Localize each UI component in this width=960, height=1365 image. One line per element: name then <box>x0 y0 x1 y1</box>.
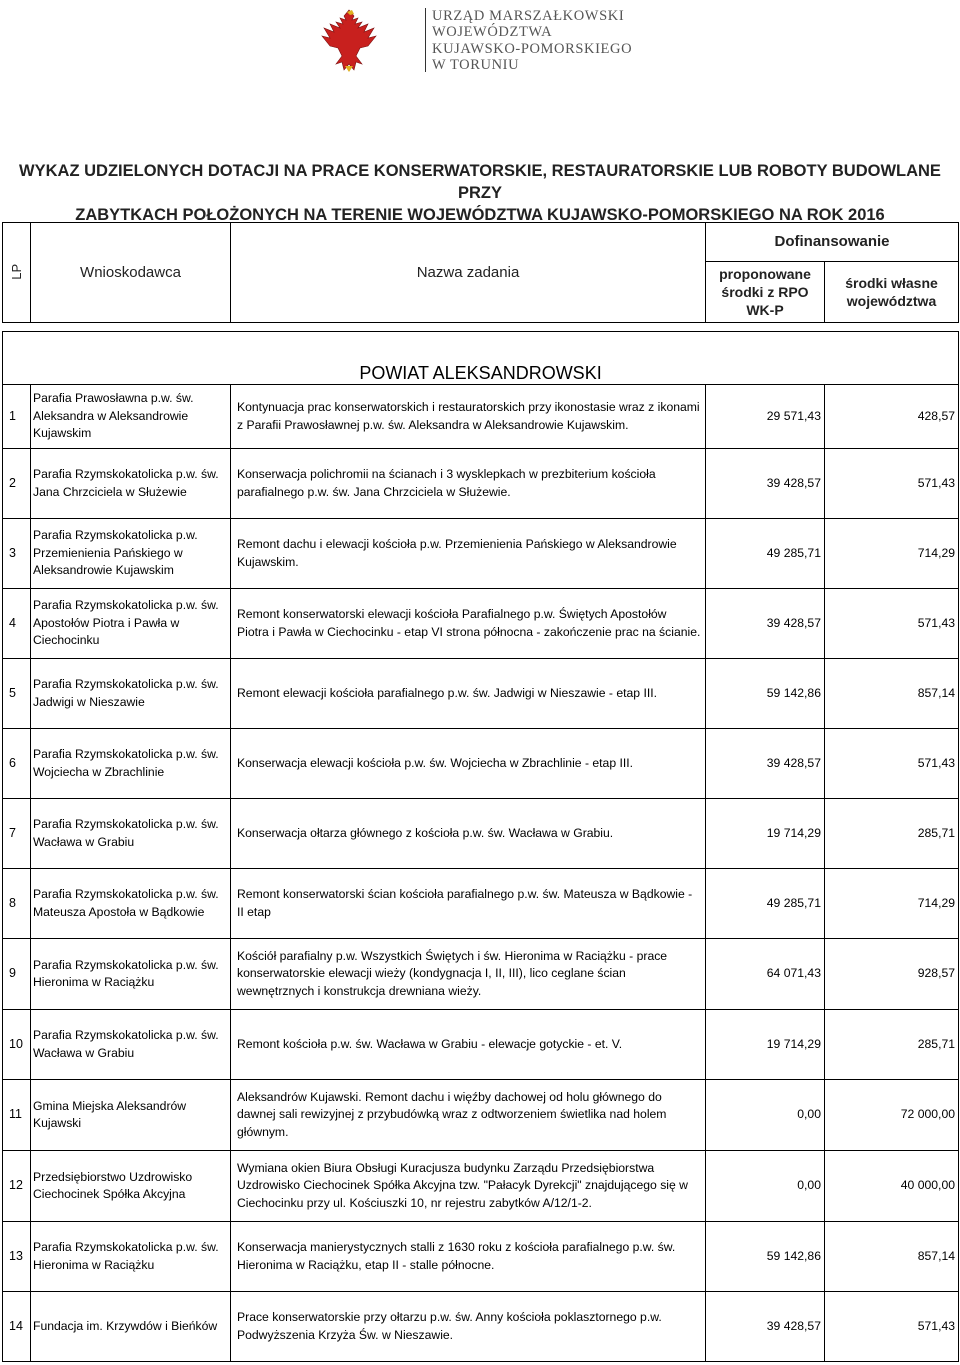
section-title: POWIAT ALEKSANDROWSKI <box>3 332 959 385</box>
table-row <box>3 519 959 589</box>
row-own-amount: 285,71 <box>825 799 959 869</box>
office-line: KUJAWSKO-POMORSKIEGO <box>432 40 633 57</box>
row-task: Kościół parafialny p.w. Wszystkich Świętych i św. Hieronima w Raciążku - prace konserwatorskie elewacji wieży (kondygnacja I, II, III), lico ceglane ścian wewnętrznych i konstrukcja drewniana wieży. <box>231 939 706 1010</box>
table-row <box>3 1010 959 1080</box>
table-body <box>3 385 959 1362</box>
row-lp: 9 <box>3 939 31 1010</box>
row-task: Remont dachu i elewacji kościoła p.w. Przemienienia Pańskiego w Aleksandrowie Kujawskim. <box>231 519 706 589</box>
row-task: Remont konserwatorski elewacji kościoła Parafialnego p.w. Świętych Apostołów Piotra i Pawła w Ciechocinku - etap VI strona północna - zakończenie prac na ścianie. <box>231 589 706 659</box>
row-rpo-amount: 49 285,71 <box>706 869 825 939</box>
row-own-amount: 857,14 <box>825 659 959 729</box>
row-rpo-amount: 39 428,57 <box>706 449 825 519</box>
row-applicant: Parafia Rzymskokatolicka p.w. św. Hieronima w Raciążku <box>31 1222 231 1292</box>
row-rpo-amount: 29 571,43 <box>706 385 825 449</box>
table-row <box>3 589 959 659</box>
table-row <box>3 1151 959 1222</box>
row-lp: 8 <box>3 869 31 939</box>
office-line: URZĄD MARSZAŁKOWSKI <box>432 8 625 24</box>
row-task: Remont kościoła p.w. św. Wacława w Grabiu - elewacje gotyckie - et. V. <box>231 1010 706 1080</box>
title-line: ZABYTKACH POŁOŻONYCH NA TERENIE WOJEWÓDZTWA KUJAWSKO-POMORSKIEGO NA ROK 2016 <box>75 206 885 224</box>
row-rpo-amount: 0,00 <box>706 1151 825 1222</box>
row-own-amount: 714,29 <box>825 519 959 589</box>
row-own-amount: 571,43 <box>825 1292 959 1362</box>
header-rpo: proponowane środki z RPO WK-P <box>706 262 825 323</box>
row-rpo-amount: 39 428,57 <box>706 729 825 799</box>
row-own-amount: 714,29 <box>825 869 959 939</box>
row-task: Aleksandrów Kujawski. Remont dachu i więźby dachowej od holu głównego do dawnej sali rewizyjnej z przybudówką wraz z odtworzeniem świetlika nad holem głównym. <box>231 1080 706 1151</box>
row-task: Konserwacja polichromii na ścianach i 3 wysklepkach w prezbiterium kościoła parafialnego p.w. św. Jana Chrzciciela w Służewie. <box>231 449 706 519</box>
row-rpo-amount: 19 714,29 <box>706 799 825 869</box>
office-line: WOJEWÓDZTWA <box>432 24 553 41</box>
row-rpo-amount: 39 428,57 <box>706 589 825 659</box>
row-applicant: Parafia Rzymskokatolicka p.w. św. Jana Chrzciciela w Służewie <box>31 449 231 519</box>
row-lp: 2 <box>3 449 31 519</box>
eagle-emblem-icon <box>318 6 380 76</box>
row-applicant: Parafia Rzymskokatolicka p.w. Przemienienia Pańskiego w Aleksandrowie Kujawskim <box>31 519 231 589</box>
table-row <box>3 1222 959 1292</box>
row-lp: 10 <box>3 1010 31 1080</box>
row-rpo-amount: 39 428,57 <box>706 1292 825 1362</box>
row-rpo-amount: 59 142,86 <box>706 659 825 729</box>
row-lp: 4 <box>3 589 31 659</box>
row-applicant: Fundacja im. Krzywdów i Bieńków <box>31 1292 231 1362</box>
row-applicant: Parafia Rzymskokatolicka p.w. św. Wacława w Grabiu <box>31 1010 231 1080</box>
row-lp: 5 <box>3 659 31 729</box>
table-row <box>3 869 959 939</box>
row-rpo-amount: 64 071,43 <box>706 939 825 1010</box>
header-applicant: Wnioskodawca <box>31 223 231 323</box>
office-name <box>432 8 632 73</box>
row-lp: 11 <box>3 1080 31 1151</box>
row-applicant: Parafia Rzymskokatolicka p.w. św. Wojciecha w Zbrachlinie <box>31 729 231 799</box>
table-row <box>3 799 959 869</box>
row-lp: 6 <box>3 729 31 799</box>
row-task: Kontynuacja prac konserwatorskich i restauratorskich przy ikonostasie wraz z ikonami z Parafii Prawosławnej p.w. św. Aleksandra w Aleksandrowie Kujawskim. <box>231 385 706 449</box>
table-row <box>3 939 959 1010</box>
row-applicant: Przedsiębiorstwo Uzdrowisko Ciechocinek Spółka Akcyjna <box>31 1151 231 1222</box>
row-rpo-amount: 19 714,29 <box>706 1010 825 1080</box>
office-line: W TORUNIU <box>432 56 520 73</box>
row-own-amount: 928,57 <box>825 939 959 1010</box>
table-row <box>3 385 959 449</box>
row-lp: 14 <box>3 1292 31 1362</box>
row-lp: 1 <box>3 385 31 449</box>
row-task: Konserwacja elewacji kościoła p.w. św. Wojciecha w Zbrachlinie - etap III. <box>231 729 706 799</box>
title-line: WYKAZ UDZIELONYCH DOTACJI NA PRACE KONSERWATORSKIE, RESTAURATORSKIE LUB ROBOTY BUDOWLANE PRZY <box>19 162 941 202</box>
page-title <box>0 160 960 226</box>
header-task: Nazwa zadania <box>231 223 706 323</box>
row-own-amount: 571,43 <box>825 589 959 659</box>
header-own-funds: środki własne województwa <box>825 262 959 323</box>
row-lp: 12 <box>3 1151 31 1222</box>
row-own-amount: 571,43 <box>825 449 959 519</box>
row-applicant: Gmina Miejska Aleksandrów Kujawski <box>31 1080 231 1151</box>
row-task: Konserwacja manierystycznych stalli z 1630 roku z kościoła parafialnego p.w. św. Hieronima w Raciążku, etap II - stalle północne. <box>231 1222 706 1292</box>
row-own-amount: 285,71 <box>825 1010 959 1080</box>
row-own-amount: 571,43 <box>825 729 959 799</box>
row-own-amount: 857,14 <box>825 1222 959 1292</box>
row-task: Konserwacja ołtarza głównego z kościoła p.w. św. Wacława w Grabiu. <box>231 799 706 869</box>
logo-divider <box>425 8 426 72</box>
row-rpo-amount: 49 285,71 <box>706 519 825 589</box>
row-applicant: Parafia Rzymskokatolicka p.w. św. Apostołów Piotra i Pawła w Ciechocinku <box>31 589 231 659</box>
header-cofinancing: Dofinansowanie <box>706 223 959 262</box>
table-row <box>3 1292 959 1362</box>
row-rpo-amount: 0,00 <box>706 1080 825 1151</box>
header-lp: LP <box>3 223 31 323</box>
table-row <box>3 1080 959 1151</box>
page-header <box>0 0 960 90</box>
row-applicant: Parafia Rzymskokatolicka p.w. św. Wacława w Grabiu <box>31 799 231 869</box>
row-task: Remont elewacji kościoła parafialnego p.w. św. Jadwigi w Nieszawie - etap III. <box>231 659 706 729</box>
row-own-amount: 40 000,00 <box>825 1151 959 1222</box>
row-lp: 3 <box>3 519 31 589</box>
row-rpo-amount: 59 142,86 <box>706 1222 825 1292</box>
row-applicant: Parafia Prawosławna p.w. św. Aleksandra w Aleksandrowie Kujawskim <box>31 385 231 449</box>
row-lp: 13 <box>3 1222 31 1292</box>
table-row <box>3 449 959 519</box>
row-own-amount: 428,57 <box>825 385 959 449</box>
row-applicant: Parafia Rzymskokatolicka p.w. św. Hieronima w Raciążku <box>31 939 231 1010</box>
row-applicant: Parafia Rzymskokatolicka p.w. św. Mateusza Apostoła w Bądkowie <box>31 869 231 939</box>
table-row <box>3 659 959 729</box>
row-lp: 7 <box>3 799 31 869</box>
row-task: Prace konserwatorskie przy ołtarzu p.w. św. Anny kościoła poklasztornego p.w. Podwyższenia Krzyża Św. w Nieszawie. <box>231 1292 706 1362</box>
row-task: Wymiana okien Biura Obsługi Kuracjusza budynku Zarządu Przedsiębiorstwa Uzdrowisko Ciechocinek Spółka Akcyjna tzw. "Pałacyk Dyrekcji" znajdującego się w Ciechocinku przy ul. Kościuszki 10, nr rejestru zabytków A/12/1-2. <box>231 1151 706 1222</box>
row-applicant: Parafia Rzymskokatolicka p.w. św. Jadwigi w Nieszawie <box>31 659 231 729</box>
row-task: Remont konserwatorski ścian kościoła parafialnego p.w. św. Mateusza w Bądkowie - II etap <box>231 869 706 939</box>
table-row <box>3 729 959 799</box>
grants-table <box>2 222 959 1362</box>
row-own-amount: 72 000,00 <box>825 1080 959 1151</box>
